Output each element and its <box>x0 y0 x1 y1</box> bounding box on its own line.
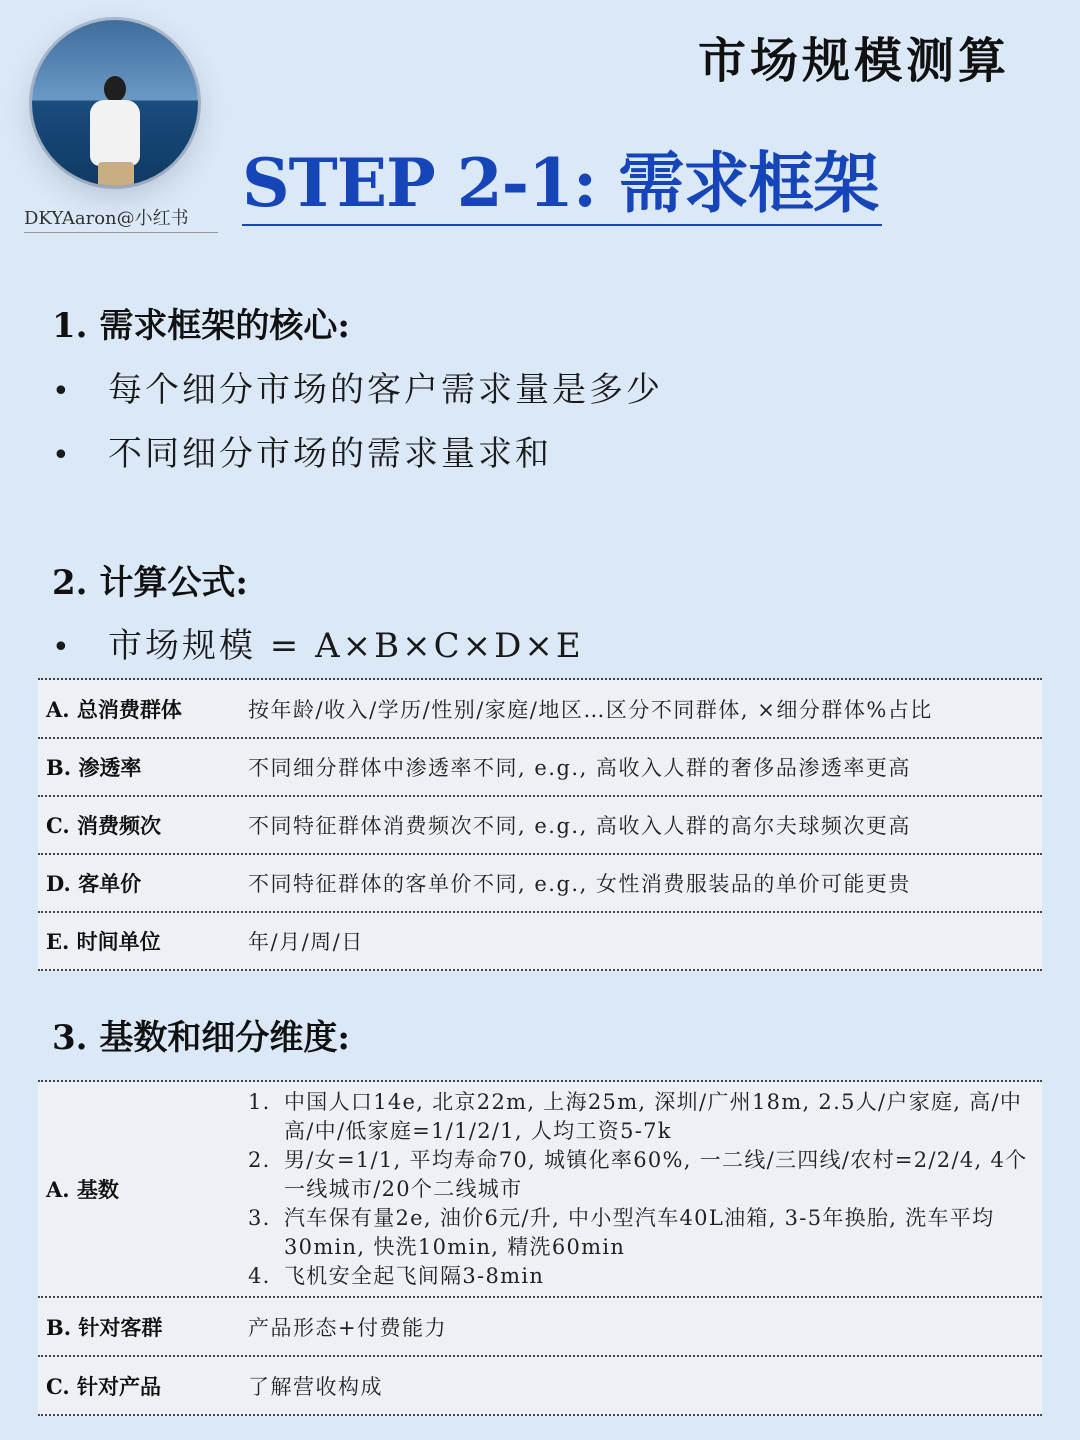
table-row <box>38 913 1042 971</box>
row-desc: 产品形态+付费能力 <box>248 1315 448 1340</box>
list-item: 4. 飞机安全起飞间隔3-8min <box>248 1263 545 1288</box>
table-row <box>38 1082 1042 1298</box>
formula-table <box>38 678 1042 971</box>
table-row <box>38 1298 1042 1357</box>
row-label: A. 总消费群体 <box>46 696 182 722</box>
bullet-dot-icon: • <box>52 374 73 409</box>
row-desc: 年/月/周/日 <box>248 930 364 954</box>
table-row <box>38 855 1042 913</box>
author-name[interactable]: DKYAaron@小红书 <box>24 204 218 233</box>
row-label: C. 消费频次 <box>46 813 161 838</box>
bullet-text: 不同细分市场的需求量求和 <box>108 434 552 474</box>
formula-bullet <box>52 618 584 667</box>
row-desc <box>248 1088 1042 1291</box>
row-label: E. 时间单位 <box>46 929 161 954</box>
table-row <box>38 797 1042 855</box>
table-row <box>38 739 1042 797</box>
formula-text: 市场规模 = A×B×C×D×E <box>108 626 584 666</box>
table-row <box>38 680 1042 739</box>
page-title: 市场规模测算 <box>697 33 1010 89</box>
section3-heading: 3. 基数和细分维度: <box>52 1018 350 1058</box>
row-desc: 按年龄/收入/学历/性别/家庭/地区…区分不同群体, ×细分群体%占比 <box>248 697 933 722</box>
list-item: 2. 男/女=1/1, 平均寿命70, 城镇化率60%, 一二线/三四线/农村=2/2/4, 4个一线城市/20个二线城市 <box>248 1147 1028 1201</box>
section1-bullet-1 <box>52 362 663 411</box>
row-label: B. 渗透率 <box>46 755 142 780</box>
step-title: STEP 2-1: 需求框架 <box>242 142 882 226</box>
bullet-text: 每个细分市场的客户需求量是多少 <box>108 370 663 410</box>
list-item: 1. 中国人口14e, 北京22m, 上海25m, 深圳/广州18m, 2.5人/户家庭, 高/中高/中/低家庭=1/1/2/1, 人均工资5-7k <box>248 1089 1023 1143</box>
row-desc: 不同特征群体的客单价不同, e.g., 女性消费服装品的单价可能更贵 <box>248 872 911 896</box>
row-label: A. 基数 <box>46 1177 119 1202</box>
avatar[interactable] <box>32 20 198 186</box>
row-label: B. 针对客群 <box>46 1314 163 1340</box>
bullet-dot-icon: • <box>52 438 73 473</box>
section1-bullet-2 <box>52 426 552 475</box>
row-desc: 不同细分群体中渗透率不同, e.g., 高收入人群的奢侈品渗透率更高 <box>248 756 911 780</box>
bullet-dot-icon: • <box>52 630 73 665</box>
section2-heading: 2. 计算公式: <box>52 563 248 603</box>
table-row <box>38 1357 1042 1416</box>
person-body-shape <box>90 100 140 166</box>
person-head-shape <box>104 76 126 102</box>
base-table <box>38 1080 1042 1416</box>
row-desc: 了解营收构成 <box>248 1374 383 1399</box>
row-label: C. 针对产品 <box>46 1373 161 1399</box>
list-item: 3. 汽车保有量2e, 油价6元/升, 中小型汽车40L油箱, 3-5年换胎, 洗车平均30min, 快洗10min, 精洗60min <box>248 1205 995 1259</box>
base-list <box>248 1088 1042 1291</box>
row-desc: 不同特征群体消费频次不同, e.g., 高收入人群的高尔夫球频次更高 <box>248 814 911 838</box>
author-block <box>24 14 218 244</box>
row-label: D. 客单价 <box>46 871 142 896</box>
person-legs-shape <box>98 162 134 186</box>
section1-heading: 1. 需求框架的核心: <box>52 306 350 346</box>
